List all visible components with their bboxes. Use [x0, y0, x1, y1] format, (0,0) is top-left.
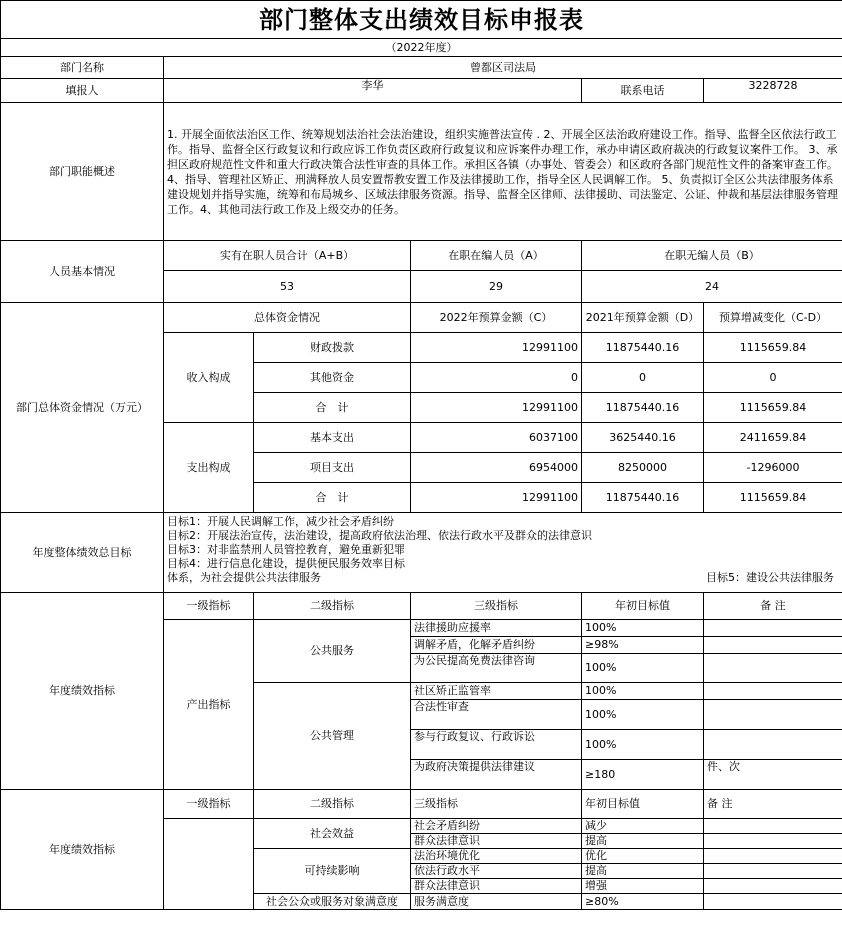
staff-b: 24 — [582, 271, 842, 303]
perf-row-note — [704, 700, 842, 730]
goals-block — [164, 513, 842, 593]
expense-row-d: 11875440.16 — [582, 483, 704, 513]
perf-row-note — [704, 683, 842, 700]
perf-level1-output: 产出指标 — [164, 620, 254, 790]
expense-row-c: 6037100 — [411, 423, 582, 453]
goal-3: 目标3：对非监禁刑人员管控教育，避免重新犯罪 — [167, 543, 405, 556]
expense-row-c: 12991100 — [411, 483, 582, 513]
perf-group-public-mgmt: 公共管理 — [254, 683, 411, 790]
perf2-row-note — [704, 879, 842, 894]
perf2-row-target: 增强 — [582, 879, 704, 894]
staff-total: 53 — [164, 271, 411, 303]
perf-row-name: 调解矛盾，化解矛盾纠纷 — [411, 637, 582, 654]
perf-row-note — [704, 620, 842, 637]
perf2-group-satisfaction: 社会公众或服务对象满意度 — [254, 894, 411, 910]
perf-row-target: ≥180 — [582, 760, 704, 790]
perf2-group-social: 社会效益 — [254, 819, 411, 849]
income-row-c: 12991100 — [411, 393, 582, 423]
perf-row-name: 为公民提高免费法律咨询 — [411, 654, 582, 683]
perf2-row-note — [704, 819, 842, 834]
perf2-row-note — [704, 864, 842, 879]
perf-row-target: 100% — [582, 730, 704, 760]
perf-row-name: 法律援助应援率 — [411, 620, 582, 637]
perf2-row-note — [704, 849, 842, 864]
perf-row-target: 100% — [582, 654, 704, 683]
perf-header-level2: 二级指标 — [254, 593, 411, 620]
perf2-row-name: 群众法律意识 — [411, 879, 582, 894]
perf-row-target: 100% — [582, 683, 704, 700]
year-label: （2022年度） — [1, 39, 842, 57]
perf2-row-note — [704, 894, 842, 910]
perf-row-note — [704, 730, 842, 760]
perf2-level1-empty — [164, 819, 254, 910]
perf2-row-target: 减少 — [582, 819, 704, 834]
income-row-diff: 1115659.84 — [704, 393, 842, 423]
perf2-header-level2: 二级指标 — [254, 790, 411, 819]
funds-header-main: 总体资金情况 — [164, 303, 411, 333]
income-row-d: 11875440.16 — [582, 393, 704, 423]
perf2-row-target: 优化 — [582, 849, 704, 864]
perf2-row-name: 群众法律意识 — [411, 834, 582, 849]
perf-header-note: 备 注 — [704, 593, 842, 620]
expense-row-name: 合 计 — [254, 483, 411, 513]
expense-row-d: 3625440.16 — [582, 423, 704, 453]
staff-header-total: 实有在职人员合计（A+B） — [164, 241, 411, 271]
perf-row-note — [704, 637, 842, 654]
funds-header-c: 2022年预算金额（C） — [411, 303, 582, 333]
perf2-group-sustain: 可持续影响 — [254, 849, 411, 894]
perf2-header-level1: 一级指标 — [164, 790, 254, 819]
perf-header-level3: 三级指标 — [411, 593, 582, 620]
perf2-row-target: ≥80% — [582, 894, 704, 910]
perf-row-target: ≥98% — [582, 637, 704, 654]
duties-label: 部门职能概述 — [1, 103, 164, 241]
perf-row-note: 件、次 — [704, 760, 842, 790]
perf2-label: 年度绩效指标 — [1, 790, 164, 910]
expense-row-d: 8250000 — [582, 453, 704, 483]
income-row-name: 合 计 — [254, 393, 411, 423]
goal-6: 体系，为社会提供公共法律服务 — [167, 571, 321, 584]
expense-row-c: 6954000 — [411, 453, 582, 483]
filler-label: 填报人 — [1, 79, 164, 103]
perf-header-target: 年初目标值 — [582, 593, 704, 620]
perf-row-name: 为政府决策提供法律建议 — [411, 760, 582, 790]
income-row-diff: 0 — [704, 363, 842, 393]
perf-row-name: 社区矫正监管率 — [411, 683, 582, 700]
dept-name-label: 部门名称 — [1, 57, 164, 79]
perf-row-name: 合法性审查 — [411, 700, 582, 730]
perf2-header-target: 年初目标值 — [582, 790, 704, 819]
perf-row-target: 100% — [582, 700, 704, 730]
goal-5: 目标5：建设公共法律服务 — [706, 571, 835, 584]
goals-label: 年度整体绩效总目标 — [1, 513, 164, 593]
staff-header-b: 在职无编人员（B） — [582, 241, 842, 271]
expense-row-diff: -1296000 — [704, 453, 842, 483]
perf2-row-name: 依法行政水平 — [411, 864, 582, 879]
income-row-name: 其他资金 — [254, 363, 411, 393]
perf2-row-note — [704, 834, 842, 849]
staff-a: 29 — [411, 271, 582, 303]
goal-2: 目标2：开展法治宣传，法治建设，提高政府依法治理、依法行政水平及群众的法律意识 — [167, 529, 592, 542]
phone-value: 3228728 — [704, 79, 842, 103]
expense-label: 支出构成 — [164, 423, 254, 513]
funds-header-diff: 预算增减变化（C-D） — [704, 303, 842, 333]
perf-row-target: 100% — [582, 620, 704, 637]
perf-group-public-service: 公共服务 — [254, 620, 411, 683]
expense-row-diff: 1115659.84 — [704, 483, 842, 513]
perf2-row-name: 社会矛盾纠纷 — [411, 819, 582, 834]
income-row-name: 财政拨款 — [254, 333, 411, 363]
expense-row-name: 项目支出 — [254, 453, 411, 483]
staff-label: 人员基本情况 — [1, 241, 164, 303]
perf2-header-note: 备 注 — [704, 790, 842, 819]
perf2-row-name: 法治环境优化 — [411, 849, 582, 864]
income-row-c: 12991100 — [411, 333, 582, 363]
page-title: 部门整体支出绩效目标申报表 — [1, 1, 842, 39]
goal-4: 目标4：进行信息化建设，提供便民服务效率目标 — [167, 557, 405, 570]
perf2-row-target: 提高 — [582, 864, 704, 879]
perf-row-note — [704, 654, 842, 683]
perf-header-level1: 一级指标 — [164, 593, 254, 620]
perf-row-name: 参与行政复议、行政诉讼 — [411, 730, 582, 760]
income-label: 收入构成 — [164, 333, 254, 423]
goal-1: 目标1：开展人民调解工作，减少社会矛盾纠纷 — [167, 515, 394, 528]
filler-name: 李华 — [164, 79, 582, 103]
perf-label: 年度绩效指标 — [1, 593, 164, 790]
income-row-d: 11875440.16 — [582, 333, 704, 363]
dept-name-value: 曾都区司法局 — [164, 57, 842, 79]
funds-header-d: 2021年预算金额（D） — [582, 303, 704, 333]
perf2-header-level3: 三级指标 — [411, 790, 582, 819]
perf2-row-name: 服务满意度 — [411, 894, 582, 910]
income-row-d: 0 — [582, 363, 704, 393]
funds-label: 部门总体资金情况（万元） — [1, 303, 164, 513]
perf2-row-target: 提高 — [582, 834, 704, 849]
income-row-diff: 1115659.84 — [704, 333, 842, 363]
duties-text: 1. 开展全面依法治区工作、统筹规划法治社会法治建设，组织实施普法宣传 . 2、开展全区法治政府建设工作。指导、监督全区依法行政工作。指导、监督全区行政复议和行政应诉工作负责区政府行政复议和应诉案件办理工作，承办申请区政府裁决的行政复议案件工作。 3、承担区政府规范性文件和重大行政决策合法性审查的具体工作。承担区各镇（办事处、管委会）和区政府各部门规范性文件的备案审查工作。4、指导、管理社区矫正、刑满释放人员安置帮教安置工作及法律援助工作，指导全区人民调解工作。 5、负责拟订全区公共法律服务体系建设规划并指导实施，统筹和布局城乡、区域法律服务资源。指导、监督全区律师、法律援助、司法鉴定、公证、仲裁和基层法律服务管理工作。4、其他司法行政工作及上级交办的任务。 — [164, 103, 842, 241]
income-row-c: 0 — [411, 363, 582, 393]
expense-row-diff: 2411659.84 — [704, 423, 842, 453]
phone-label: 联系电话 — [582, 79, 704, 103]
staff-header-a: 在职在编人员（A） — [411, 241, 582, 271]
expense-row-name: 基本支出 — [254, 423, 411, 453]
